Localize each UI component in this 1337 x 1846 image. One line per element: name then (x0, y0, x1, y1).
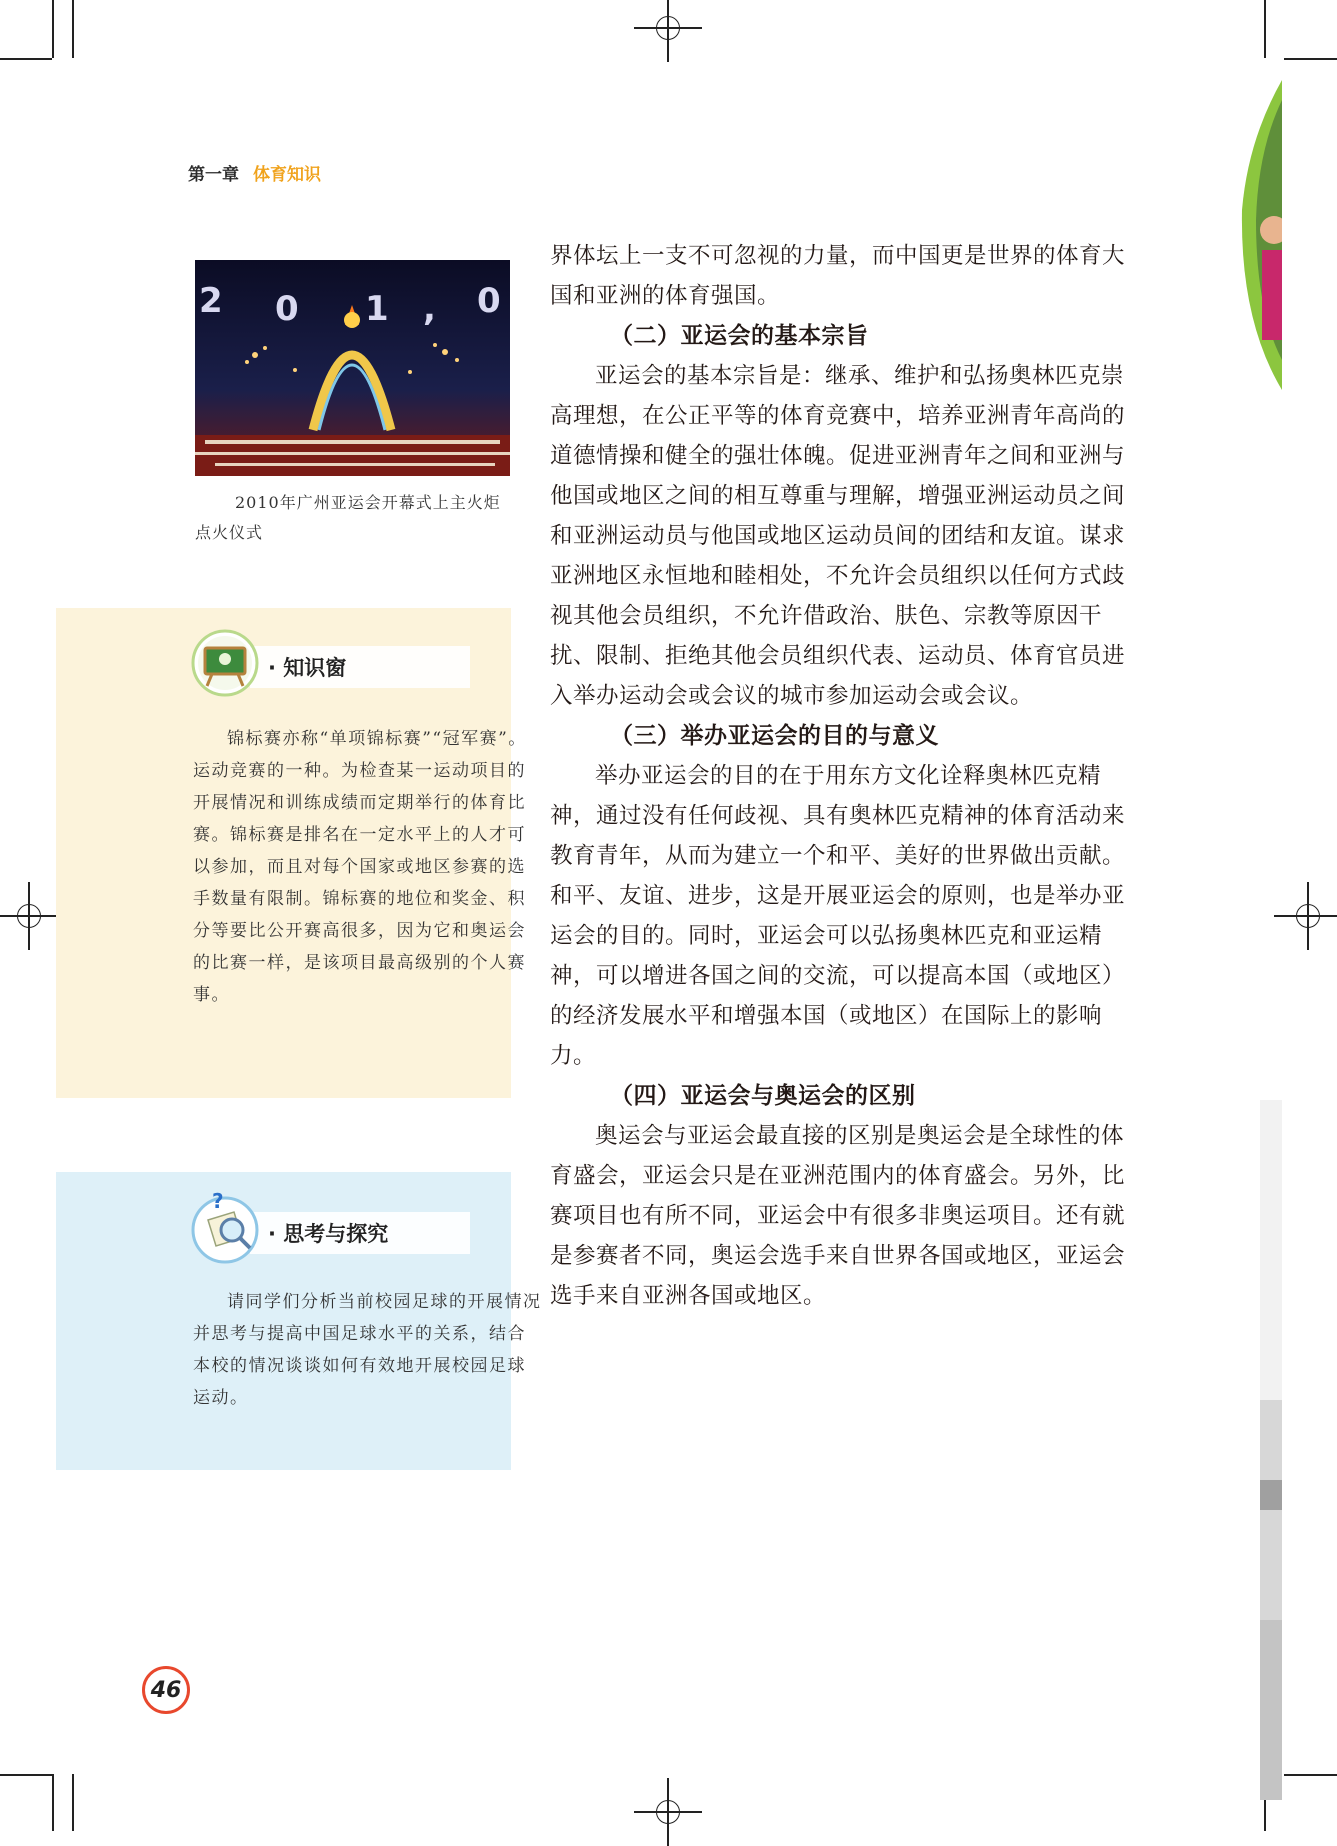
crop-mark (1284, 58, 1337, 60)
crop-mark (1264, 0, 1266, 58)
explore-paragraph: 请同学们分析当前校园足球的开展情况并思考与提高中国足球水平的关系，结合本校的情况谈谈如何有效地开展校园足球运动。 (193, 1292, 542, 1408)
decorative-photo-strip (1260, 1100, 1282, 1800)
crop-mark (72, 1774, 74, 1831)
section-heading: （二）亚运会的基本宗旨 (610, 322, 869, 349)
knowledge-paragraph: 锦标赛亦称“单项锦标赛”“冠军赛”。运动竞赛的一种。为检查某一运动项目的开展情况和训练成绩而定期举行的体育比赛。锦标赛是排名在一定水平上的人才可以参加，而且对每个国家或地区参赛的选手数量有限制。锦标赛的地位和奖金、积分等要比公开赛高很多，因为它和奥运会的比赛一样，是该项目最高级别的个人赛事。 (193, 729, 527, 1005)
registration-mark (9, 896, 49, 936)
paragraph: 奥运会与亚运会最直接的区别是奥运会是全球性的体育盛会，亚运会只是在亚洲范围内的体育盛会。另外，比赛项目也有所不同，亚运会中有很多非奥运项目。还有就是参赛者不同，奥运会选手来自世界各国或地区，亚运会选手来自亚洲各国或地区。 (550, 1123, 1126, 1309)
paragraph: 界体坛上一支不可忽视的力量，而中国更是世界的体育大国和亚洲的体育强国。 (550, 243, 1126, 309)
section-heading: （三）举办亚运会的目的与意义 (610, 722, 939, 749)
registration-mark (648, 8, 688, 48)
crop-mark (0, 1774, 52, 1776)
think-explore-title: · 思考与探究 (268, 1222, 389, 1246)
crop-mark (0, 58, 52, 60)
photo-digit: , (423, 289, 436, 329)
crop-mark (52, 0, 54, 58)
decorative-photo-strip (1238, 60, 1282, 420)
registration-mark (648, 1792, 688, 1832)
chapter-header (188, 160, 321, 185)
main-text (550, 236, 1130, 1316)
registration-mark (1288, 896, 1328, 936)
chapter-number: 第一章 (188, 165, 239, 185)
knowledge-window-title: · 知识窗 (268, 656, 347, 680)
crop-mark (72, 0, 74, 58)
think-explore-text (193, 1286, 543, 1414)
photo-caption: 2010年广州亚运会开幕式上主火炬点火仪式 (195, 493, 501, 542)
chapter-topic: 体育知识 (253, 165, 321, 185)
crop-mark (52, 1774, 54, 1831)
knowledge-window-text (193, 723, 543, 1011)
page-number: 46 (142, 1666, 190, 1714)
photo-digit: 1 (365, 289, 389, 329)
crop-mark (1284, 1774, 1337, 1776)
photo-digit: 2 (199, 281, 223, 321)
section-heading: （四）亚运会与奥运会的区别 (610, 1082, 916, 1109)
photo-digit: 0 (275, 289, 299, 329)
think-explore-box (56, 1172, 542, 1470)
paragraph: 亚运会的基本宗旨是：继承、维护和弘扬奥林匹克崇高理想，在公正平等的体育竞赛中，培养亚洲青年高尚的道德情操和健全的强壮体魄。促进亚洲青年之间和亚洲与他国或地区之间的相互尊重与理解，增强亚洲运动员之间和亚洲运动员与他国或地区运动员间的团结和友谊。谋求亚洲地区永恒地和睦相处，不允许会员组织以任何方式歧视其他会员组织，不允许借政治、肤色、宗教等原因干扰、限制、拒绝其他会员组织代表、运动员、体育官员进入举办运动会或会议的城市参加运动会或会议。 (550, 363, 1126, 709)
paragraph: 举办亚运会的目的在于用东方文化诠释奥林匹克精神，通过没有任何歧视、具有奥林匹克精神的体育活动来教育青年，从而为建立一个和平、美好的世界做出贡献。和平、友谊、进步，这是开展亚运会的原则，也是举办亚运会的目的。同时，亚运会可以弘扬奥林匹克和亚运精神，可以增进各国之间的交流，可以提高本国（或地区）的经济发展水平和增强本国（或地区）在国际上的影响力。 (550, 763, 1126, 1069)
svg-text:?: ? (212, 1190, 224, 1213)
opening-ceremony-photo (195, 260, 510, 476)
photo-digit: 0 (477, 281, 501, 321)
knowledge-window-box (56, 608, 527, 1098)
